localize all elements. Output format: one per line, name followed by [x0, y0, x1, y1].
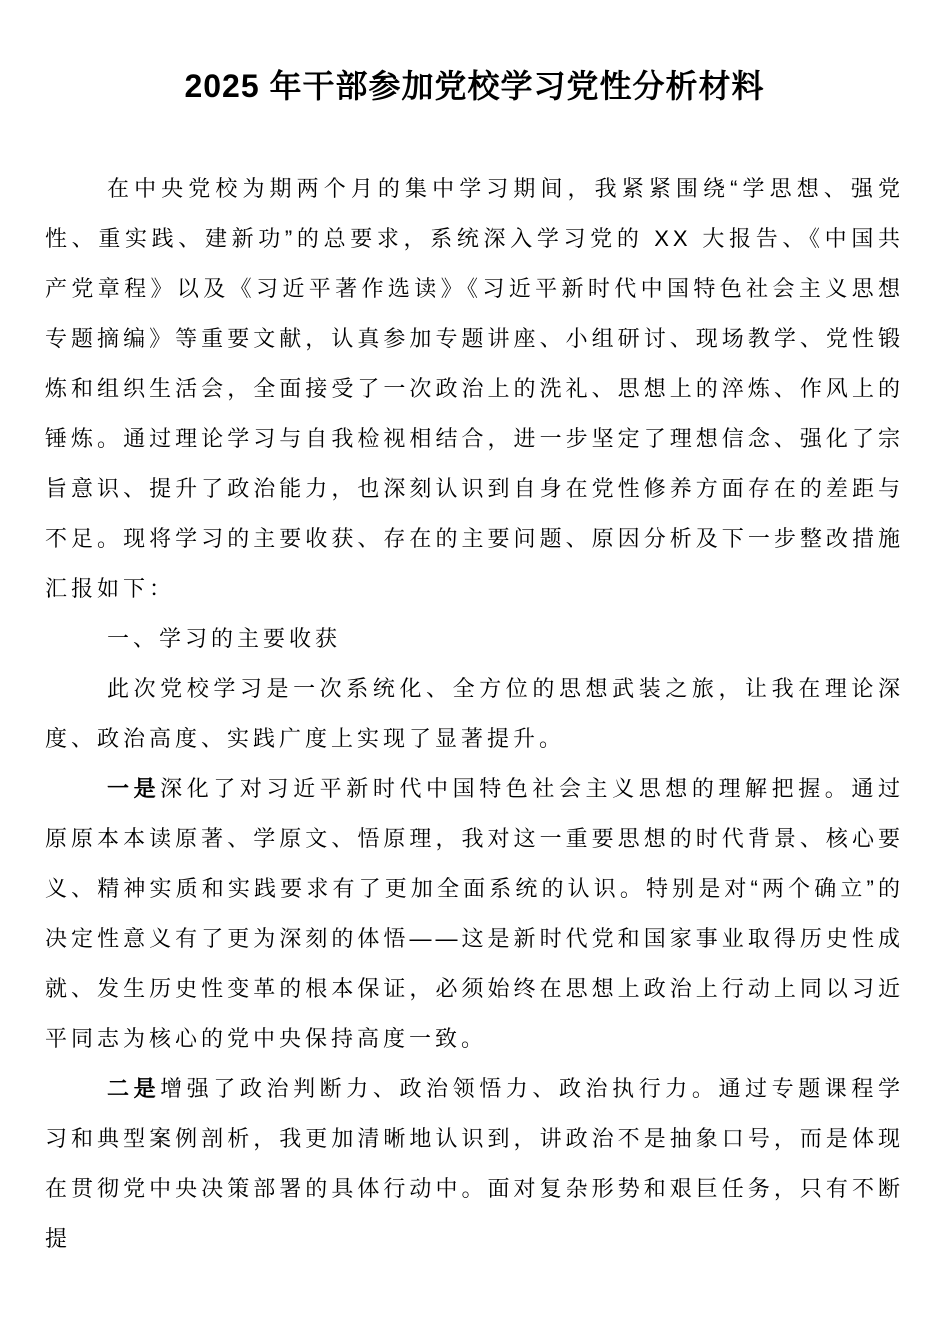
paragraph-intro: 在中央党校为期两个月的集中学习期间，我紧紧围绕“学思想、强党性、重实践、建新功”的总要求，系统深入学习党的 XX 大报告、《中国共产党章程》以及《习近平著作选读》《习近平新时代中国特色社会主义思想专题摘编》等重要文献，认真参加专题讲座、小组研讨、现场教学、党性锻炼和组织生活会，全面接受了一次政治上的洗礼、思想上的淬炼、作风上的锤炼。通过理论学习与自我检视相结合，进一步坚定了理想信念、强化了宗旨意识、提升了政治能力，也深刻认识到自身在党性修养方面存在的差距与不足。现将学习的主要收获、存在的主要问题、原因分析及下一步整改措施汇报如下：	[45, 176, 904, 601]
paragraph-point-1	[45, 764, 904, 1064]
point-2-text: 增强了政治判断力、政治领悟力、政治执行力。通过专题课程学习和典型案例剖析，我更加清晰地认识到，讲政治不是抽象口号，而是体现在贯彻党中央决策部署的具体行动中。面对复杂形势和艰巨任务，只有不断提	[45, 1076, 904, 1251]
paragraph-point-2	[45, 1064, 904, 1264]
point-2-bold-lead: 二是	[107, 1076, 161, 1101]
document-title: 2025 年干部参加党校学习党性分析材料	[184, 68, 765, 104]
paragraph-section1-lead: 此次党校学习是一次系统化、全方位的思想武装之旅，让我在理论深度、政治高度、实践广度上实现了显著提升。	[45, 676, 904, 751]
section-heading-1: 一、学习的主要收获	[107, 626, 342, 651]
point-1-text: 深化了对习近平新时代中国特色社会主义思想的理解把握。通过原原本本读原著、学原文、悟原理，我对这一重要思想的时代背景、核心要义、精神实质和实践要求有了更加全面系统的认识。特别是对“两个确立”的决定性意义有了更为深刻的体悟——这是新时代党和国家事业取得历史性成就、发生历史性变革的根本保证，必须始终在思想上政治上行动上同以习近平同志为核心的党中央保持高度一致。	[45, 776, 904, 1051]
point-1-bold-lead: 一是	[107, 776, 161, 801]
